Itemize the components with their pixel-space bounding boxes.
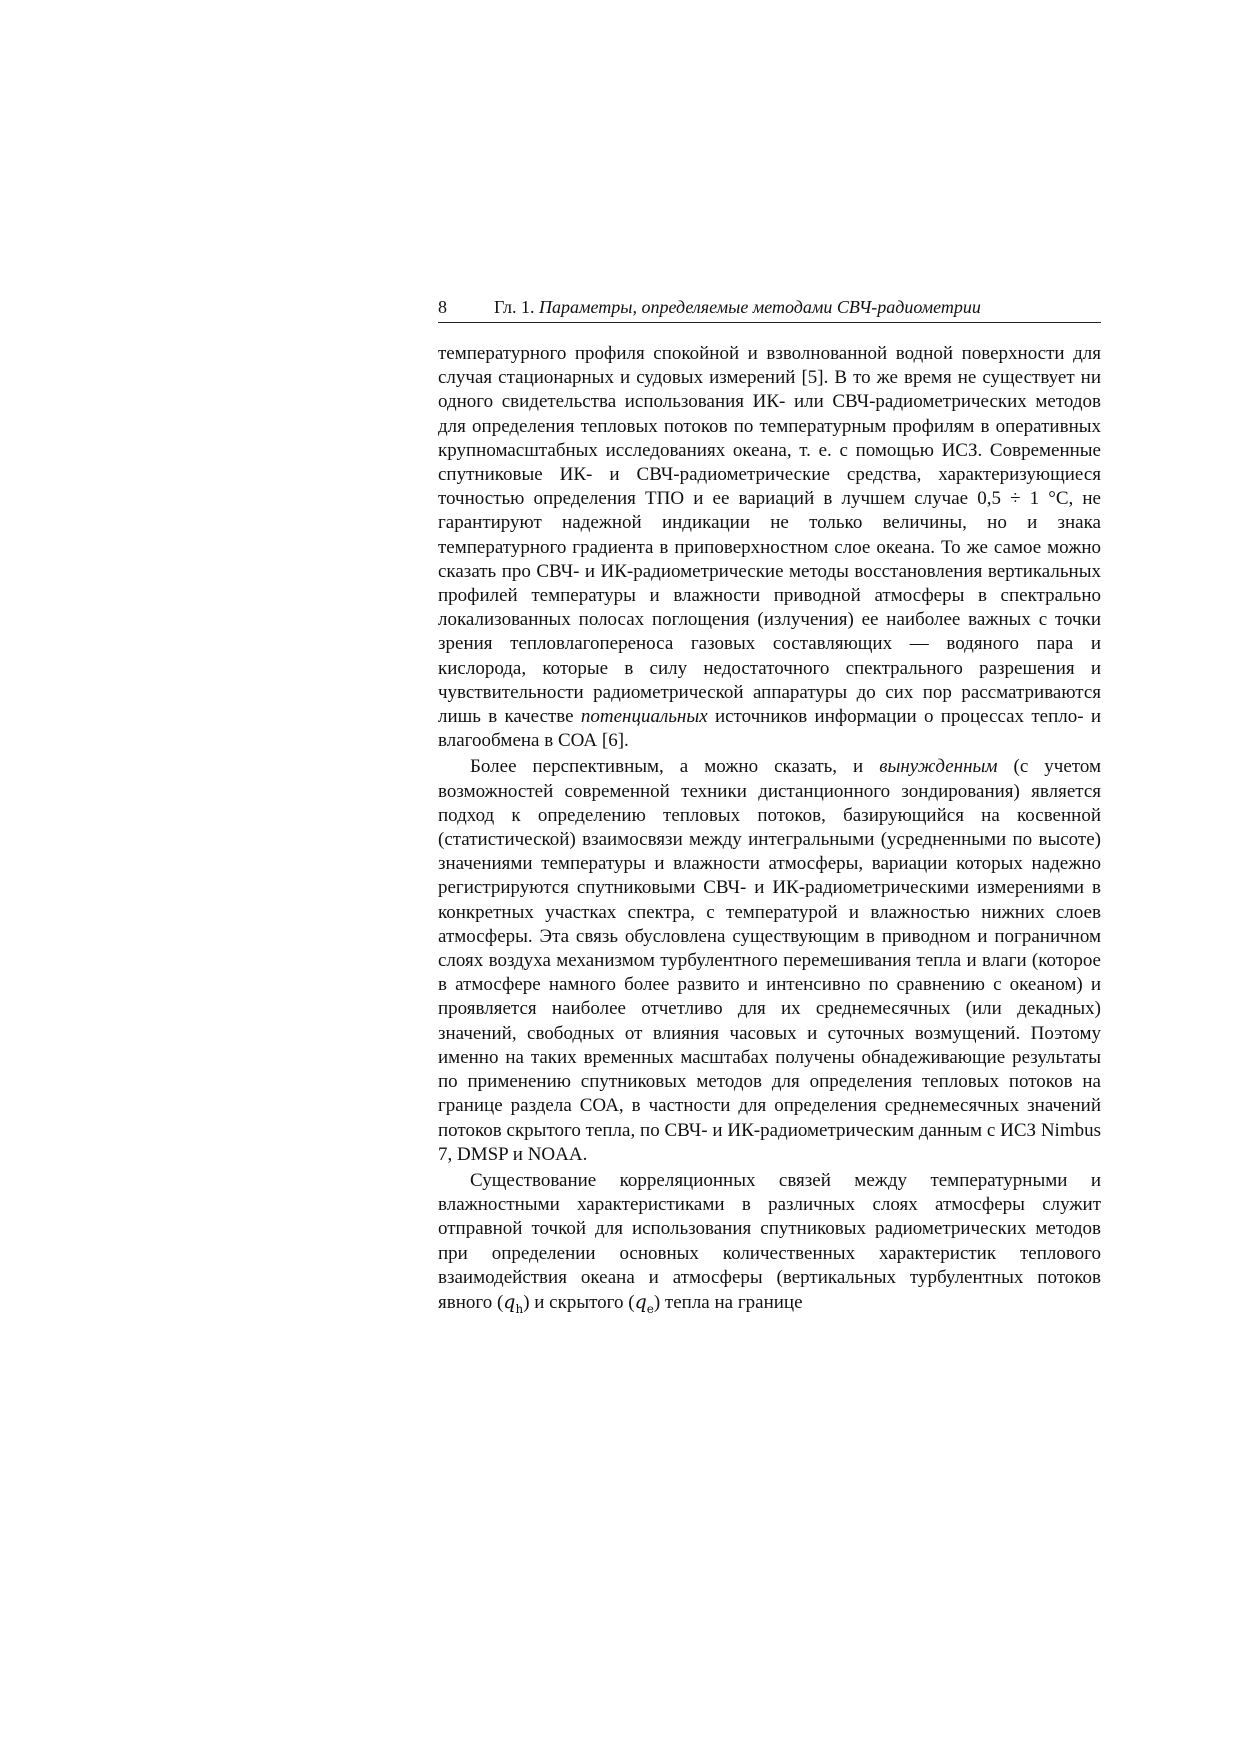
math-q-e-base: q bbox=[634, 1290, 647, 1313]
running-header bbox=[438, 296, 1101, 323]
paragraph-3-text-a: Существование корреляционных связей между температурными и влажностными характеристиками в различных слоях атмосферы служит отправной точкой для использования спутниковых радиометрических методов при определении основных количественных характеристик теплового взаимодействия океана и атмосферы (вертикальных турбулентных потоков явного ( bbox=[438, 1169, 1101, 1313]
math-q-e-subscript: e bbox=[646, 1301, 654, 1316]
page-number: 8 bbox=[438, 297, 447, 317]
paragraph-3 bbox=[438, 1169, 1101, 1321]
body-text bbox=[438, 342, 1101, 1321]
paragraph-3-text-b: ) и скрытого ( bbox=[523, 1291, 635, 1313]
chapter-label: Гл. 1. bbox=[494, 297, 535, 317]
math-q-h bbox=[503, 1290, 524, 1316]
paragraph-2 bbox=[438, 755, 1101, 1166]
paragraph-3-text-c: ) тепла на границе bbox=[653, 1291, 803, 1313]
paragraph-1 bbox=[438, 342, 1101, 753]
paragraph-1-text-a: температурного профиля спокойной и взволнованной водной поверхности для случая стационарных и судовых измерений [5]. В то же время не существует ни одного свидетельства использования ИК- или СВЧ-радиометрических методов для определения тепловых потоков по температурным профилям в оперативных крупномасштабных исследованиях океана, т. е. с помощью ИСЗ. Современные спутниковые ИК- и СВЧ-радиометрические средства, характеризующиеся точностью определения ТПО и ее вариаций в лучшем случае 0,5 ÷ 1 °С, не гарантируют надежной индикации не только величины, но и знака температурного градиента в приповерхностном слое океана. То же самое можно сказать про СВЧ- и ИК-радиометрические методы восстановления вертикальных профилей температуры и влажности приводной атмосферы в спектрально локализованных полосах поглощения (излучения) ее наиболее важных с точки зрения тепловлагопереноса газовых составляющих — водяного пара и кислорода, которые в силу недостаточного спектрального разрешения и чувствительности радиометрической аппаратуры до сих пор рассматриваются лишь в качестве bbox=[438, 343, 1101, 728]
paragraph-1-emphasis: потенциальных bbox=[580, 706, 708, 728]
math-q-h-subscript: h bbox=[515, 1301, 524, 1316]
paragraph-2-emphasis: вынужденным bbox=[879, 756, 998, 778]
paragraph-1-text-b: источников информации о процессах тепло- и влагообмена в СОА [6]. bbox=[438, 706, 1102, 752]
running-head-title bbox=[494, 296, 981, 318]
chapter-title: Параметры, определяемые методами СВЧ-радиометрии bbox=[539, 297, 981, 317]
paragraph-2-text-b: (с учетом возможностей современной техники дистанционного зондирования) является подход к определению тепловых потоков, базирующийся на косвенной (статистической) взаимосвязи между интегральными (усредненными по высоте) значениями температуры и влажности атмосферы, вариации которых надежно регистрируются спутниковыми СВЧ- и ИК-радиометрическими измерениями в конкретных участках спектра, с температурой и влажностью нижних слоев атмосферы. Эта связь обусловлена существующим в приводном и пограничном слоях воздуха механизмом турбулентного перемешивания тепла и влаги (которое в атмосфере намного более развито и интенсивно по сравнению с океаном) и проявляется наиболее отчетливо для их среднемесячных (или декадных) значений, свободных от влияния часовых и суточных возмущений. Поэтому именно на таких временных масштабах получены обнадеживающие результаты по применению спутниковых методов для определения тепловых потоков на границе раздела СОА, в частности для определения среднемесячных значений потоков скрытого тепла, по СВЧ- и ИК-радиометрическим данным с ИСЗ Nimbus 7, DMSP и NOAA. bbox=[438, 756, 1101, 1165]
paragraph-2-text-a: Более перспективным, а можно сказать, и bbox=[470, 756, 880, 778]
math-q-e bbox=[634, 1290, 654, 1316]
math-q-h-base: q bbox=[503, 1290, 516, 1313]
